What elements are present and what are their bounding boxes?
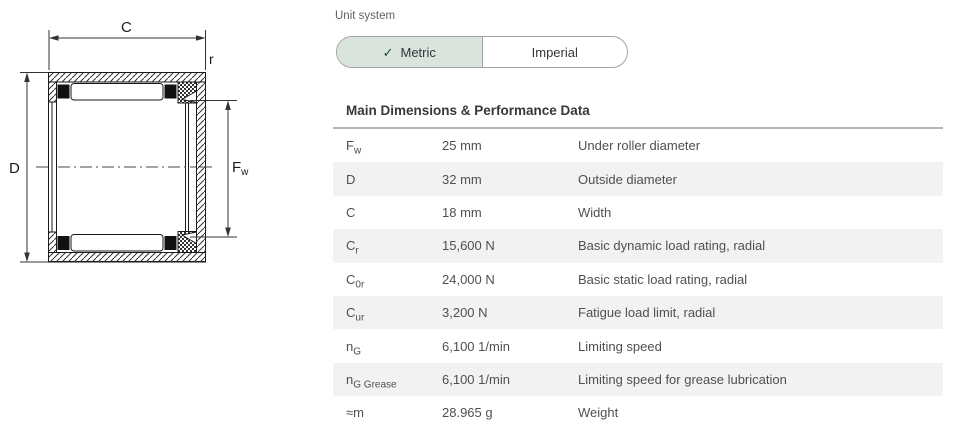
imperial-option[interactable] (483, 37, 628, 67)
symbol-sub: ur (355, 312, 365, 324)
symbol-main: F (346, 138, 354, 154)
param-description: Weight (578, 405, 619, 421)
bearing-drawing-svg (0, 0, 330, 429)
param-value: 24,000 N (442, 271, 495, 287)
symbol-sub: w (353, 145, 362, 157)
symbol-sub: G (353, 346, 362, 358)
symbol-main: C (346, 204, 356, 220)
symbol-main: D (346, 171, 356, 187)
table-row (333, 229, 943, 262)
fw-sub: w (241, 167, 249, 178)
metric-option-label: Metric (400, 44, 436, 60)
table-row (333, 129, 943, 162)
param-description: Outside diameter (578, 171, 677, 187)
table-row (333, 363, 943, 396)
symbol-main: n (346, 371, 354, 387)
symbol-main: C (346, 271, 356, 287)
param-description: Limiting speed (578, 338, 662, 354)
param-symbol (346, 405, 442, 420)
symbol-main: n (346, 338, 354, 354)
symbol-sub: 0r (355, 279, 365, 291)
param-value: 25 mm (442, 138, 482, 154)
param-symbol (346, 371, 442, 391)
param-value: 6,100 1/min (442, 338, 510, 354)
unit-system-toggle (336, 36, 628, 68)
param-symbol (346, 305, 442, 324)
param-description: Basic dynamic load rating, radial (578, 238, 766, 254)
dimension-fw-label (232, 159, 249, 178)
symbol-sub: G Grease (353, 379, 397, 391)
param-value: 32 mm (442, 171, 482, 187)
table-row (333, 162, 943, 195)
param-description: Basic static load rating, radial (578, 271, 748, 287)
symbol-main: C (346, 305, 356, 321)
param-symbol (346, 338, 442, 358)
param-value: 18 mm (442, 204, 482, 220)
imperial-option-label: Imperial (531, 44, 578, 60)
table-row (333, 263, 943, 296)
param-symbol (346, 205, 442, 220)
table-title: Main Dimensions & Performance Data (346, 103, 590, 118)
table-row (333, 296, 943, 329)
param-symbol (346, 138, 442, 157)
param-value: 15,600 N (442, 238, 495, 254)
param-description: Limiting speed for grease lubrication (578, 371, 787, 387)
param-value: 28.965 g (442, 405, 493, 421)
param-symbol (346, 172, 442, 187)
param-description: Under roller diameter (578, 138, 701, 154)
unit-system-label: Unit system (335, 10, 396, 22)
param-description: Fatigue load limit, radial (578, 305, 716, 321)
table-row (333, 196, 943, 229)
table-row (333, 396, 943, 429)
dimension-d-label: D (9, 160, 20, 177)
dimension-c (49, 19, 206, 70)
dimensions-table (333, 127, 943, 430)
param-value: 3,200 N (442, 305, 488, 321)
bearing-cross-section-drawing (0, 0, 330, 429)
table-row (333, 329, 943, 362)
param-description: Width (578, 204, 612, 220)
dimension-c-label: C (121, 19, 132, 36)
param-symbol (346, 238, 442, 257)
fw-main: F (232, 159, 242, 176)
param-value: 6,100 1/min (442, 371, 510, 387)
radius-r-label: r (209, 51, 214, 67)
symbol-main: ≈m (346, 405, 364, 421)
details-panel (333, 0, 943, 430)
check-icon: ✓ (382, 44, 394, 60)
symbol-sub: r (355, 245, 359, 257)
symbol-main: C (346, 238, 356, 254)
param-symbol (346, 271, 442, 291)
metric-option[interactable] (337, 37, 483, 67)
